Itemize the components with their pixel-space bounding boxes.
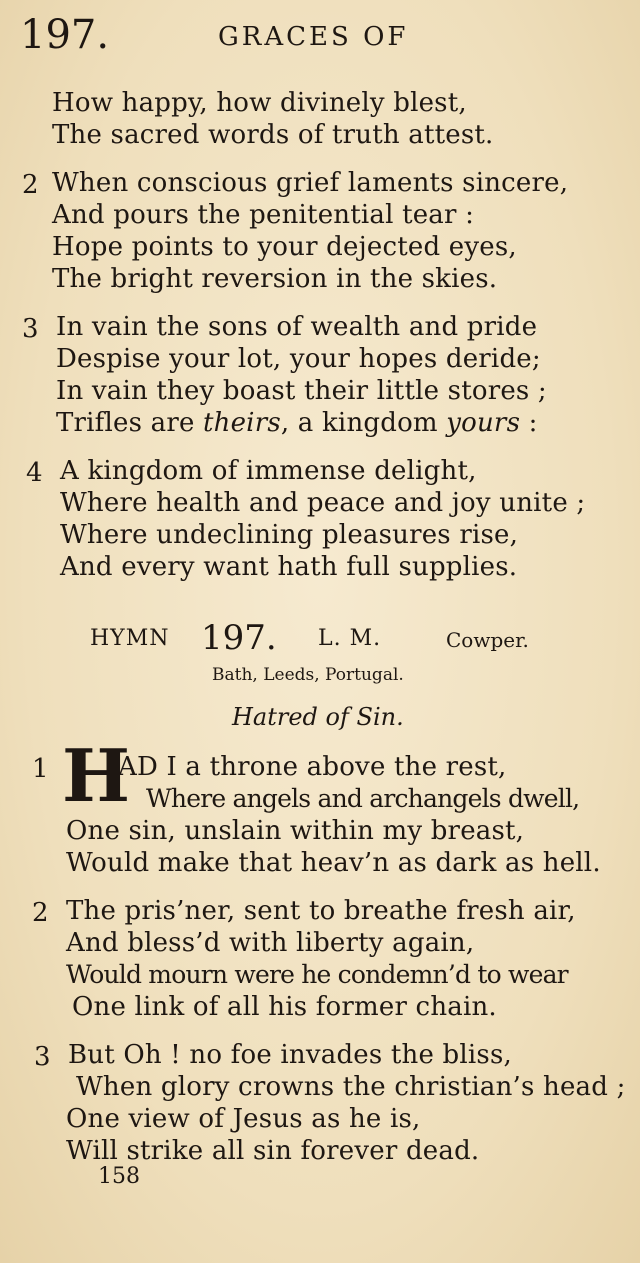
verse-line: And pours the penitential tear : — [52, 200, 475, 230]
verse-line: Would mourn were he condemn’d to wear — [66, 960, 568, 989]
verse-line: The bright reversion in the skies. — [52, 264, 498, 294]
verse-text: : — [520, 408, 538, 438]
verse-line: A kingdom of immense delight, — [60, 456, 477, 486]
stanza-number: 1 — [32, 754, 49, 784]
verse-text: , a kingdom — [280, 408, 447, 438]
running-title: GRACES OF — [218, 22, 409, 52]
verse-line: In vain the sons of wealth and pride — [56, 312, 538, 342]
stanza-number: 2 — [22, 170, 39, 200]
verse-line: And every want hath full supplies. — [60, 552, 518, 582]
verse-line: How happy, how divinely blest, — [52, 88, 467, 118]
verse-line: One sin, unslain within my breast, — [66, 816, 525, 846]
verse-line: When glory crowns the christian’s head ; — [76, 1072, 626, 1102]
verse-line: One view of Jesus as he is, — [66, 1104, 421, 1134]
tune-names: Bath, Leeds, Portugal. — [212, 665, 404, 685]
hymn-title: Hatred of Sin. — [232, 703, 404, 731]
page-hymn-number: 197. — [20, 12, 110, 58]
verse-line: Where health and peace and joy unite ; — [60, 488, 586, 518]
stanza-number: 3 — [22, 314, 39, 344]
emphasis-yours: yours — [446, 408, 521, 438]
verse-line: When conscious grief laments sincere, — [52, 168, 569, 198]
verse-line: And bless’d with liberty again, — [66, 928, 475, 958]
verse-line: Where undeclining pleasures rise, — [60, 520, 519, 550]
signature-mark: 158 — [98, 1164, 140, 1189]
verse-line: In vain they boast their little stores ; — [56, 376, 547, 406]
verse-line: Where angels and archangels dwell, — [146, 784, 580, 813]
verse-line: One link of all his former chain. — [72, 992, 497, 1022]
stanza-number: 2 — [32, 898, 49, 928]
stanza-number: 4 — [26, 458, 43, 488]
hymn-author: Cowper. — [446, 628, 529, 652]
verse-text: Trifles are — [56, 408, 203, 438]
stanza-number: 3 — [34, 1042, 51, 1072]
hymn-label: HYMN — [90, 626, 170, 651]
verse-line: AD I a throne above the rest, — [118, 752, 507, 782]
verse-line: The sacred words of truth attest. — [52, 120, 494, 150]
hymn-number: 197. — [201, 618, 277, 658]
verse-line — [56, 408, 538, 438]
verse-line: Despise your lot, your hopes deride; — [56, 344, 541, 374]
drop-cap: H — [62, 733, 131, 818]
verse-line: The pris’ner, sent to breathe fresh air, — [66, 896, 576, 926]
verse-line: Will strike all sin forever dead. — [66, 1136, 480, 1166]
emphasis-theirs: theirs — [203, 408, 281, 438]
hymn-heading — [0, 618, 640, 658]
verse-line: But Oh ! no foe invades the bliss, — [68, 1040, 512, 1070]
hymn-meter: L. M. — [318, 626, 382, 651]
verse-line: Would make that heav’n as dark as hell. — [66, 848, 601, 878]
verse-line: Hope points to your dejected eyes, — [52, 232, 517, 262]
